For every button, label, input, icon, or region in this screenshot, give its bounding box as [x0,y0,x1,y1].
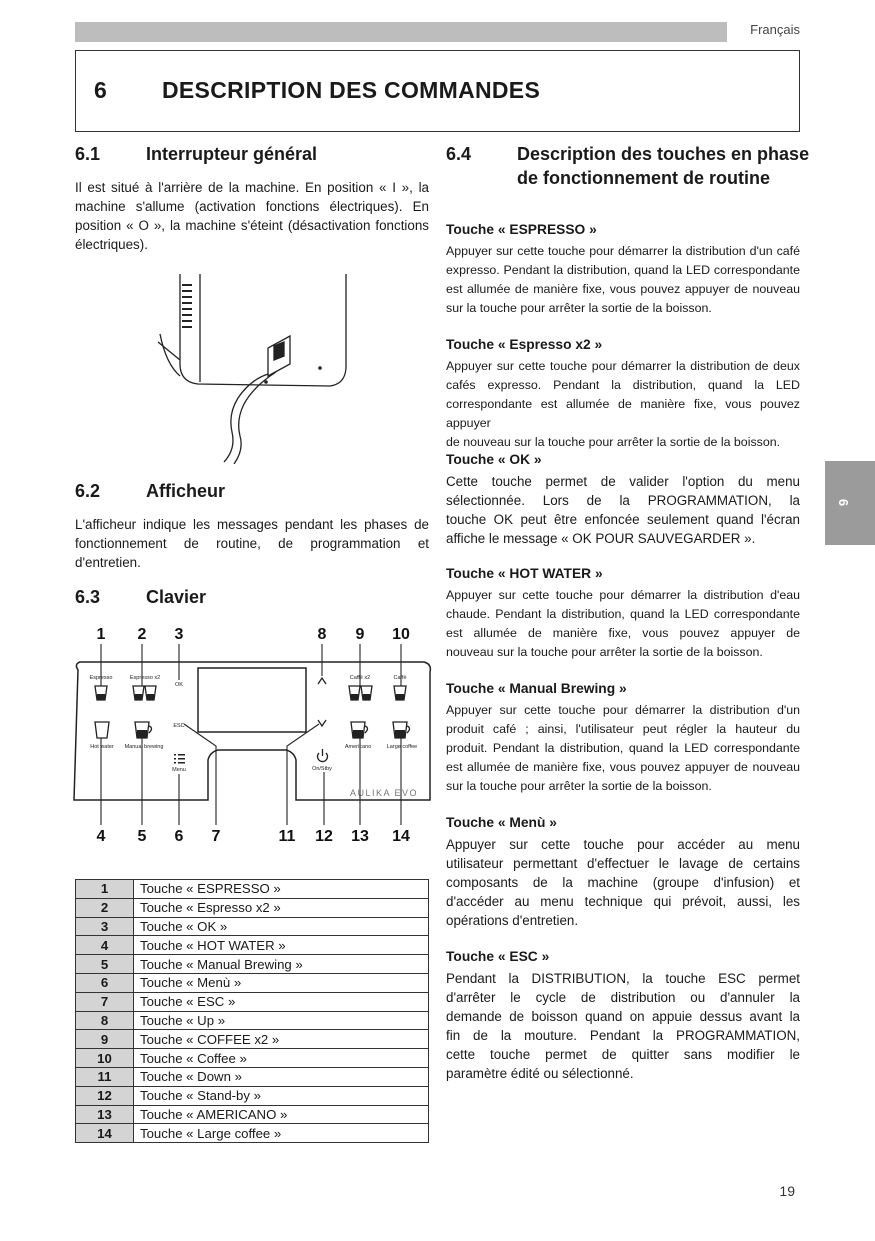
key-label: Touche « HOT WATER » [134,936,429,955]
key-number: 8 [76,1011,134,1030]
label-espresso: Espresso [89,675,113,681]
callout-13: 13 [351,828,369,845]
section-number: 6.1 [75,144,101,164]
text-line: correspondante est allumée de manière fixe, vous pouvez appuyer [446,397,800,430]
text-line: sélectionnée. Lors de la PROGRAMMATION, la [446,493,800,508]
table-row [76,955,429,974]
key-label: Touche « Stand-by » [134,1086,429,1105]
label-espresso-x2: Espresso x2 [129,675,161,681]
text-line: Appuyer sur cette touche pour démarrer la distribution d'un café [446,244,800,258]
key-label: Touche « Coffee » [134,1049,429,1068]
text-line: expresso. Pendant la distribution, quand la LED correspondante [446,263,800,277]
text-line: affiche le message « OK POUR SAUVEGARDER ». [446,531,756,546]
text-line: nouveau sur la touche pour arrêter la sortie de la boisson. [446,645,763,659]
callout-12: 12 [315,828,333,845]
chapter-side-tab [825,461,875,545]
section-title: Afficheur [146,481,226,501]
key-description-text [446,835,800,930]
header-bar [75,22,727,42]
chapter-title: DESCRIPTION DES COMMANDES [162,77,541,103]
label-americano: Americano [344,744,372,750]
callout-9: 9 [355,626,365,643]
callout-11: 11 [278,828,296,845]
label-menu: Menu [172,767,186,773]
text-line: paramètre édité ou sélectionné. [446,1066,634,1081]
key-description-text [446,586,800,662]
chapter-title-box [75,50,800,132]
text-line: touche OK peut être enfoncée seulement quand l'écran [446,512,800,527]
key-label: Touche « ESC » [134,992,429,1011]
language-label: Français [750,22,800,37]
key-description-title: Touche « ESC » [446,949,550,964]
section-title: Interrupteur général [146,144,318,164]
key-description-title: Touche « OK » [446,452,542,467]
label-hot-water: Hot water [90,744,114,750]
key-label: Touche « COFFEE x2 » [134,1030,429,1049]
section-title: Clavier [146,587,207,607]
table-row [76,992,429,1011]
table-row [76,1067,429,1086]
section-number: 6.4 [446,144,472,164]
up-arrow-icon [318,678,326,684]
page-number: 19 [779,1183,795,1199]
callout-1: 1 [96,626,106,643]
key-number: 2 [76,898,134,917]
label-ok: OK [175,682,183,688]
key-description-text [446,472,800,548]
label-esc: ESC [173,723,185,729]
table-row [76,1011,429,1030]
key-number: 3 [76,917,134,936]
key-description-title: Touche « Manual Brewing » [446,681,627,696]
text-line: fin de la mouture. Pendant la PROGRAMMATION, [446,1028,800,1043]
hot-water-cup-icon [95,722,109,738]
key-number: 1 [76,880,134,899]
key-label: Touche « Manual Brewing » [134,955,429,974]
table-row [76,1049,429,1068]
callout-4: 4 [96,828,106,845]
text-line: opérations d'entretien. [446,913,579,928]
text-line: cafés expresso. Pendant la distribution, quand la LED [446,378,800,392]
key-description-title: Touche « Menù » [446,815,557,830]
table-row [76,973,429,992]
text-line: Appuyer sur cette touche pour accéder au menu [446,837,800,852]
table-row [76,1086,429,1105]
section-number: 6.3 [75,587,101,607]
down-arrow-icon [318,720,326,726]
key-number: 13 [76,1105,134,1124]
label-caffe: Caffè [393,675,407,681]
text-line: sur la touche pour arrêter la sortie de la boisson. [446,779,712,793]
key-description-text [446,969,800,1083]
section-6-2-text: L'afficheur indique les messages pendant les phases de fonctionnement de routine, de programmation et d'entretien. [75,517,429,570]
table-row [76,917,429,936]
text-line: Pendant la DISTRIBUTION, la touche ESC permet [446,971,800,986]
key-label: Touche « ESPRESSO » [134,880,429,899]
key-number: 5 [76,955,134,974]
label-large-coffee: Large coffee [386,744,418,750]
label-caffe-x2: Caffè x2 [349,675,371,681]
text-line: est allumée de manière fixe, vous pouvez appuyer de nouveau [446,760,800,774]
key-description-title: Touche « ESPRESSO » [446,222,597,237]
text-line: Appuyer sur cette touche pour démarrer la distribution d'un [446,703,800,717]
key-number: 11 [76,1067,134,1086]
key-description-text [446,242,800,318]
keypad-diagram [66,620,438,850]
table-row [76,936,429,955]
key-description-title: Touche « HOT WATER » [446,566,603,581]
key-reference-table [75,879,429,1143]
power-icon [318,749,328,762]
text-line: composants de la machine (groupe d'infusion) et [446,875,800,890]
section-title-line2: de fonctionnement de routine [517,168,771,188]
menu-icon [174,754,185,764]
key-number: 14 [76,1124,134,1143]
callout-7: 7 [211,828,221,845]
label-standby: On/Stby [312,766,332,772]
key-number: 7 [76,992,134,1011]
display-screen [198,668,306,732]
key-number: 6 [76,973,134,992]
callout-14: 14 [392,828,410,845]
chapter-tab-label: 6 [836,498,852,507]
text-line: produit. Pendant la distribution, quand la LED correspondante [446,741,800,755]
callout-5: 5 [137,828,147,845]
machine-rear-illustration [140,264,360,464]
section-6-1-text: Il est situé à l'arrière de la machine. En position « I », la machine s'allume (activation fonctions électriques). En position « O », la machine s'éteint (désactivation fonctions électriques). [75,180,429,252]
table-row [76,1105,429,1124]
text-line: Appuyer sur cette touche pour démarrer la distribution d'eau [446,588,800,602]
chapter-number: 6 [94,77,107,103]
brand-logo: AULIKA EVO [349,788,419,798]
key-description-title: Touche « Espresso x2 » [446,337,603,352]
key-number: 4 [76,936,134,955]
key-label: Touche « Menù » [134,973,429,992]
table-row [76,1030,429,1049]
text-line: utilisateur permettant d'effectuer le lavage de certains [446,856,800,871]
key-label: Touche « Up » [134,1011,429,1030]
key-description-text [446,701,800,796]
callout-2: 2 [137,626,147,643]
label-manual-brewing: Manual brewing [124,744,164,750]
text-line: est allumée de manière fixe, vous pouvez appuyer de nouveau [446,282,800,296]
key-label: Touche « AMERICANO » [134,1105,429,1124]
panel-outline [74,662,430,800]
key-number: 12 [76,1086,134,1105]
key-label: Touche « OK » [134,917,429,936]
callout-6: 6 [174,828,184,845]
key-label: Touche « Espresso x2 » [134,898,429,917]
table-row [76,880,429,899]
text-line: est allumée de manière fixe, vous pouvez appuyer de [446,626,800,640]
text-line: cette touche permet de quitter sans modifier le [446,1047,800,1062]
callout-3: 3 [174,626,184,643]
text-line: de nouveau sur la touche pour arrêter la sortie de la boisson. [446,435,781,449]
text-line: chaude. Pendant la distribution, quand la LED correspondante [446,607,800,621]
key-description-text [446,357,800,452]
key-label: Touche « Down » [134,1067,429,1086]
section-title: Description des touches en phase [517,144,810,164]
text-line: produit café ; ainsi, l'utilisateur peut régler la hauteur du [446,722,800,736]
callout-8: 8 [317,626,327,643]
key-number: 10 [76,1049,134,1068]
text-line: d'arrêter le cycle de distribution ou d'annuler la [446,990,800,1005]
section-number: 6.2 [75,481,101,501]
text-line: demande de boisson quand on appuie dessus avant la [446,1009,800,1024]
text-line: d'accéder au menu technique qui prévoit, aussi, les [446,894,800,909]
text-line: sur la touche pour arrêter la sortie de la boisson. [446,301,712,315]
text-line: Cette touche permet de valider l'option du menu [446,474,800,489]
callout-10: 10 [392,626,410,643]
table-row [76,898,429,917]
table-row [76,1124,429,1143]
text-line: Appuyer sur cette touche pour démarrer la distribution de deux [446,359,800,373]
key-number: 9 [76,1030,134,1049]
key-label: Touche « Large coffee » [134,1124,429,1143]
